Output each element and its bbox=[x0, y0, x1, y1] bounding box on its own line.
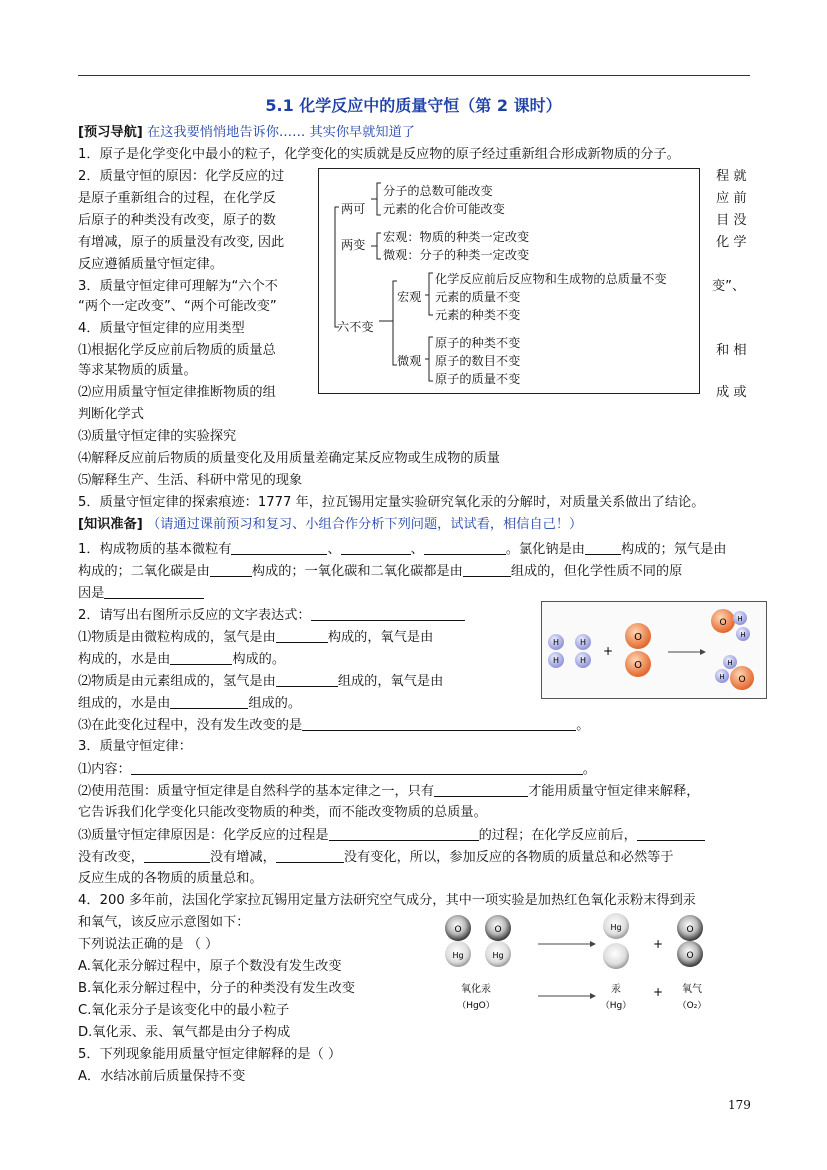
diagram-weiguan-2: 原子的数目不变 bbox=[435, 354, 521, 368]
svg-text:H: H bbox=[579, 656, 587, 665]
blank[interactable] bbox=[276, 628, 328, 643]
preview-point-5: 5．质量守恒定律的探索痕迹：1777 年，拉瓦锡用定量实验研究氧化汞的分解时，对质量关系做出了结论。 bbox=[78, 495, 705, 510]
hg-atom-label: Hg bbox=[452, 951, 464, 960]
label-hgo-formula: （HgO） bbox=[457, 1001, 495, 1011]
blank[interactable] bbox=[637, 826, 705, 841]
blank[interactable] bbox=[131, 760, 583, 775]
q5-option-a[interactable]: A．水结冰前后质量保持不变 bbox=[78, 1069, 246, 1084]
blank[interactable] bbox=[231, 540, 327, 555]
svg-text:O: O bbox=[494, 925, 502, 935]
diagram-weiguan-3: 原子的质量不变 bbox=[435, 372, 521, 386]
p2-line-4: 有增减，原子的质量没有改变, 因此 bbox=[78, 235, 285, 250]
plus-sign: + bbox=[602, 644, 614, 658]
blank[interactable] bbox=[302, 716, 576, 731]
q2-2-line-1: ⑵物质是由元素组成的，氢气是由 组成的，氧气是由 bbox=[78, 674, 444, 689]
blank[interactable] bbox=[329, 826, 479, 841]
q3-2-line-1: ⑵使用范围：质量守恒定律是自然科学的基本定律之一，只有 才能用质量守恒定律来解释， bbox=[78, 784, 700, 799]
blank[interactable] bbox=[144, 848, 210, 863]
knowledge-label: [知识准备] bbox=[78, 517, 143, 532]
arrow-icon bbox=[590, 941, 596, 947]
diagram-liububian: 六不变 bbox=[337, 320, 374, 334]
p4-line-3: 等求某物质的质量。 bbox=[78, 363, 197, 378]
preview-label: [预习导航] bbox=[78, 125, 143, 140]
blank[interactable] bbox=[104, 584, 204, 599]
p2-line-5: 反应遵循质量守恒定律。 bbox=[78, 257, 224, 272]
svg-text:H: H bbox=[740, 631, 746, 639]
q4-option-d[interactable]: D.氧化汞、汞、氧气都是由分子构成 bbox=[78, 1025, 291, 1040]
p3-line-2: “两个一定改变”、“两个可能改变” bbox=[78, 299, 277, 314]
q3-3-line-2: 没有改变， 没有增减， 没有变化，所以，参加反应的各物质的质量总和必然等于 bbox=[78, 850, 674, 865]
diagram-liangke-2: 元素的化合价可能改变 bbox=[383, 202, 505, 216]
q4-option-a[interactable]: A.氧化汞分解过程中，原子个数没有发生改变 bbox=[78, 959, 342, 974]
svg-text:H: H bbox=[719, 673, 725, 681]
svg-text:O: O bbox=[686, 951, 694, 961]
svg-text:O: O bbox=[719, 618, 727, 628]
h-label: H bbox=[552, 638, 560, 647]
diagram-liangbian-2: 微观：分子的种类一定改变 bbox=[383, 248, 530, 262]
blank[interactable] bbox=[276, 672, 338, 687]
preview-heading bbox=[78, 124, 415, 142]
diagram-hongguan-1: 化学反应前后反应物和生成物的总质量不变 bbox=[435, 272, 667, 286]
diagram-liangbian: 两变 bbox=[341, 238, 366, 252]
q3-2-line-2: 它告诉我们化学变化只能改变物质的种类，而不能改变物质的总质量。 bbox=[78, 805, 487, 820]
q3-line: 3．质量守恒定律： bbox=[78, 739, 192, 754]
page-title: 5.1 化学反应中的质量守恒（第 2 课时） bbox=[265, 96, 562, 115]
q3-3-line-3: 反应生成的各物质的质量总和。 bbox=[78, 871, 263, 886]
svg-text:H: H bbox=[737, 615, 743, 623]
q2-2-line-2: 组成的，水是由 组成的。 bbox=[78, 696, 302, 711]
q3-1-line: ⑴内容： 。 bbox=[78, 762, 596, 777]
svg-text:O: O bbox=[686, 925, 694, 935]
label-hg-formula: （Hg） bbox=[600, 1001, 632, 1011]
page-number: 179 bbox=[728, 1098, 751, 1112]
svg-text:Hg: Hg bbox=[492, 951, 504, 960]
label-hg: 汞 bbox=[611, 984, 621, 995]
q2-1-line-1: ⑴物质是由微粒构成的，氢气是由 构成的，氧气是由 bbox=[78, 630, 434, 645]
p4-line-6: ⑶质量守恒定律的实验探究 bbox=[78, 429, 237, 444]
q4-question: 下列说法正确的是 （ ） bbox=[78, 937, 219, 952]
water-reaction-svg bbox=[542, 602, 766, 698]
p2-right-1: 程 就 bbox=[716, 169, 747, 184]
p4-line-4: ⑵应用质量守恒定律推断物质的组 bbox=[78, 385, 276, 400]
q1-line-2: 构成的；二氧化碳是由 构成的；一氧化碳和二氧化碳都是由 组成的，但化学性质不同的原 bbox=[78, 564, 683, 579]
blank[interactable] bbox=[341, 540, 411, 555]
p2-line-1: 2．质量守恒的原因：化学反应的过 bbox=[78, 169, 285, 184]
diagram-weiguan-1: 原子的种类不变 bbox=[435, 336, 521, 350]
knowledge-heading bbox=[78, 516, 582, 534]
diagram-weiguan: 微观 bbox=[397, 354, 422, 368]
p2-right-2: 应 前 bbox=[716, 191, 747, 206]
p3-line-1: 3．质量守恒定律可理解为“六个不 bbox=[78, 279, 278, 294]
q4-option-b[interactable]: B.氧化汞分解过程中，分子的种类没有发生改变 bbox=[78, 981, 355, 996]
water-reaction-figure bbox=[541, 601, 767, 699]
q2-line: 2．请写出右图所示反应的文字表达式： bbox=[78, 606, 465, 625]
q1-line-3: 因是 bbox=[78, 584, 204, 603]
svg-text:H: H bbox=[727, 659, 733, 667]
mass-conservation-diagram bbox=[318, 168, 700, 394]
preview-point-1: 1．原子是化学变化中最小的粒子，化学变化的实质就是反应物的原子经过重新组合形成新物质的分子。 bbox=[78, 147, 680, 162]
q2-3-line: ⑶在此变化过程中，没有发生改变的是 。 bbox=[78, 718, 590, 733]
p2-line-2: 是原子重新组合的过程，在化学反 bbox=[78, 191, 276, 206]
blank[interactable] bbox=[585, 540, 621, 555]
blank[interactable] bbox=[424, 540, 506, 555]
arrow-icon bbox=[590, 993, 596, 999]
label-o2: 氧气 bbox=[682, 984, 702, 995]
svg-text:O: O bbox=[738, 675, 746, 685]
arrow-icon bbox=[700, 649, 706, 655]
label-hgo: 氧化汞 bbox=[461, 984, 491, 995]
blank[interactable] bbox=[170, 694, 248, 709]
q4-line-1: 4．200 多年前，法国化学家拉瓦锡用定量方法研究空气成分，其中一项实验是加热红色氧化汞粉末得到汞 bbox=[78, 893, 696, 908]
p4-line-2: ⑴根据化学反应前后物质的质量总 bbox=[78, 343, 276, 358]
diagram-liangke: 两可 bbox=[341, 202, 366, 216]
blank[interactable] bbox=[463, 562, 511, 577]
o-atom-label: O bbox=[454, 925, 462, 935]
mercury-oxide-svg bbox=[440, 912, 730, 1022]
blank[interactable] bbox=[170, 650, 232, 665]
blank[interactable] bbox=[434, 782, 528, 797]
q4-line-2: 和氧气，该反应示意图如下： bbox=[78, 915, 250, 930]
svg-text:H: H bbox=[579, 638, 587, 647]
blank[interactable] bbox=[210, 562, 252, 577]
preview-hint: 在这我要悄悄地告诉你…… 其实你早就知道了 bbox=[147, 125, 415, 140]
diagram-liangke-1: 分子的总数可能改变 bbox=[383, 184, 493, 198]
p2-right-4: 化 学 bbox=[716, 235, 747, 250]
diagram-hongguan-3: 元素的种类不变 bbox=[435, 308, 521, 322]
blank[interactable] bbox=[311, 606, 465, 621]
q5-question: 5．下列现象能用质量守恒定律解释的是（ ） bbox=[78, 1047, 342, 1062]
p4-line-1: 4．质量守恒定律的应用类型 bbox=[78, 321, 245, 336]
p4-line-7: ⑷解释反应前后物质的质量变化及用质量差确定某反应物或生成物的质量 bbox=[78, 451, 500, 466]
knowledge-hint: （请通过课前预习和复习、小组合作分析下列问题，试试看，相信自己！） bbox=[147, 517, 583, 532]
o-label: O bbox=[634, 632, 642, 643]
p2-line-3: 后原子的种类没有改变，原子的数 bbox=[78, 213, 276, 228]
diagram-hongguan: 宏观 bbox=[397, 290, 422, 304]
p3-right: 变”、 bbox=[712, 279, 746, 294]
p4-right-2: 成 或 bbox=[716, 385, 747, 400]
diagram-liangbian-1: 宏观：物质的种类一定改变 bbox=[383, 230, 530, 244]
q2-1-line-2: 构成的，水是由 构成的。 bbox=[78, 652, 286, 667]
mercury-oxide-figure bbox=[440, 912, 730, 1022]
p4-right-1: 和 相 bbox=[716, 343, 747, 358]
svg-text:+: + bbox=[652, 985, 664, 999]
blank[interactable] bbox=[276, 848, 344, 863]
label-o2-formula: （O₂） bbox=[677, 1001, 707, 1011]
diagram-hongguan-2: 元素的质量不变 bbox=[435, 290, 521, 304]
p2-right-3: 目 没 bbox=[716, 213, 747, 228]
p4-line-8: ⑸解释生产、生活、科研中常见的现象 bbox=[78, 473, 303, 488]
header-rule bbox=[78, 75, 750, 76]
q3-3-line-1: ⑶质量守恒定律原因是：化学反应的过程是 的过程；在化学反应前后， bbox=[78, 826, 705, 845]
q4-option-c[interactable]: C.氧化汞分子是该变化中的最小粒子 bbox=[78, 1003, 290, 1018]
svg-text:O: O bbox=[634, 660, 642, 671]
plus-sign: + bbox=[652, 937, 664, 951]
p4-line-5: 判断化学式 bbox=[78, 407, 144, 422]
svg-text:H: H bbox=[552, 656, 560, 665]
q1-line-1: 1．构成物质的基本微粒有 、 、 。氯化钠是由 构成的；氖气是由 bbox=[78, 542, 727, 557]
svg-text:Hg: Hg bbox=[610, 923, 622, 932]
